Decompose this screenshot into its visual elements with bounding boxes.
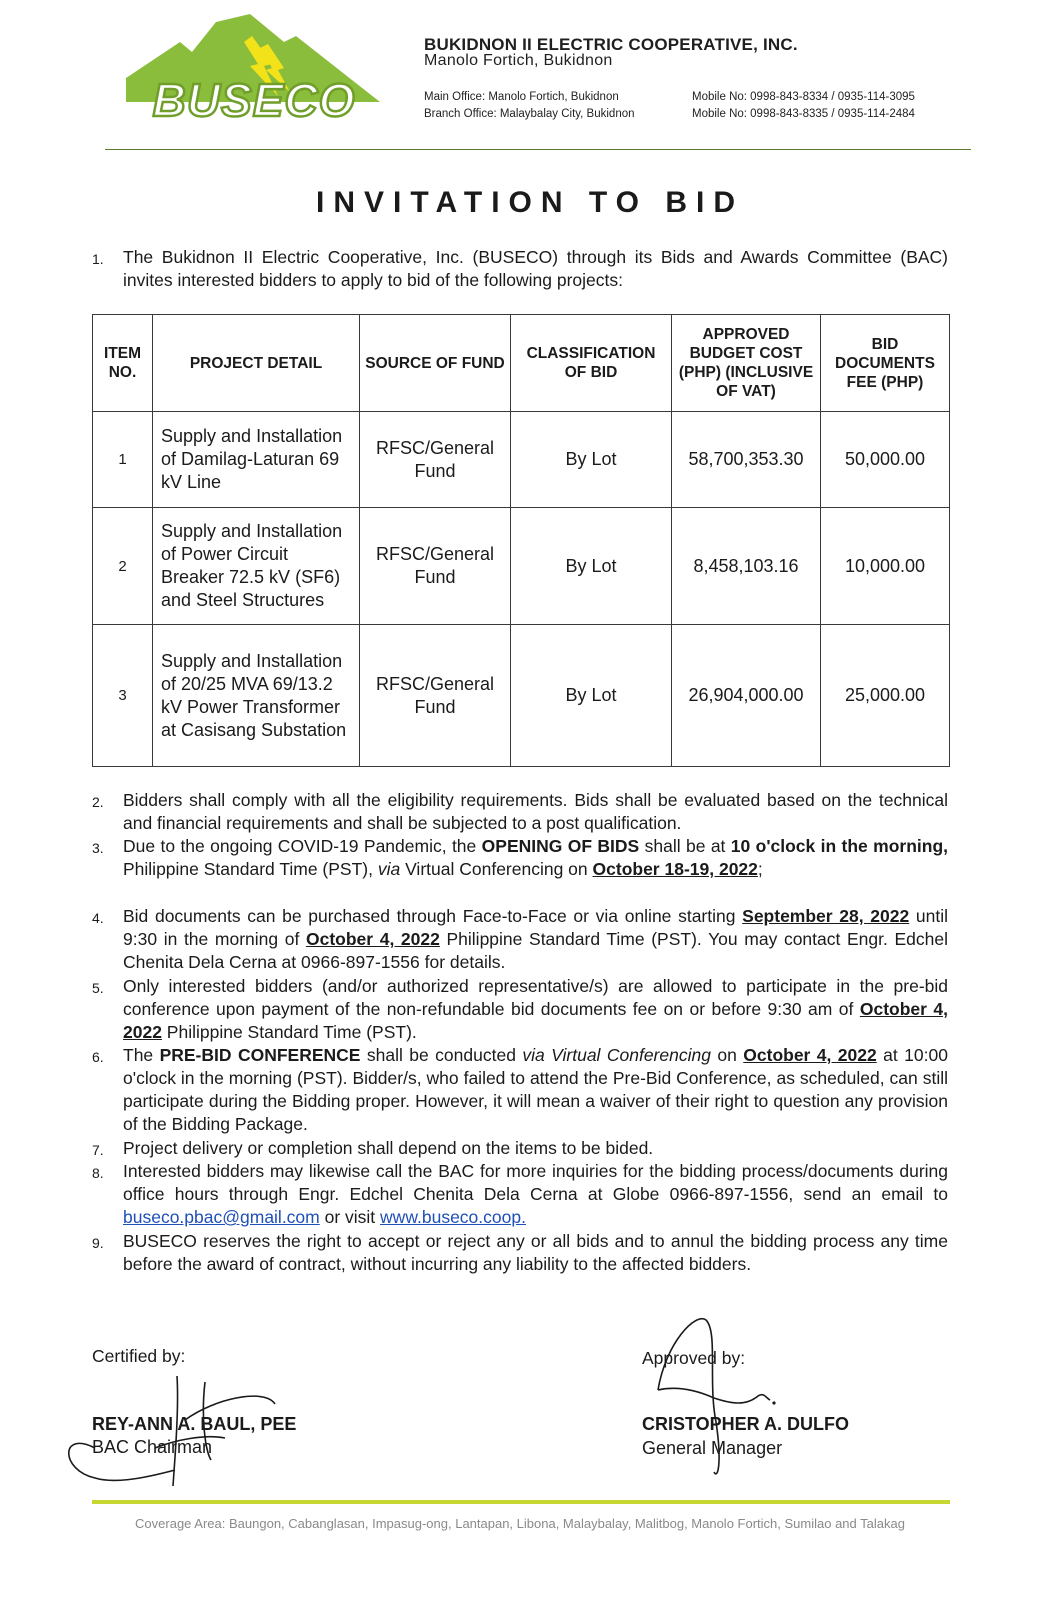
item-number: 1. <box>92 251 104 267</box>
table-row <box>93 625 950 767</box>
purchase-end-date: October 4, 2022 <box>305 929 440 949</box>
paragraph-1 <box>92 246 948 292</box>
footer-divider <box>92 1500 950 1504</box>
website-link[interactable]: www.buseco.coop. <box>380 1207 526 1227</box>
paragraph-3 <box>92 835 948 881</box>
paragraph-text: The Bukidnon II Electric Cooperative, Inc. (BUSECO) through its Bids and Awards Committee (BAC) invites interested bidders to apply to bid of the following projects: <box>123 247 948 290</box>
table-row <box>93 412 950 508</box>
paragraph-text: Project delivery or completion shall depend on the items to be bided. <box>123 1138 654 1158</box>
text-run: Only interested bidders (and/or authorized representative/s) are allowed to participate in the pre-bid conference upon payment of the non-refundable bid documents fee on or before 9:30 am of <box>123 976 948 1019</box>
document-title: INVITATION TO BID <box>316 186 744 219</box>
approved-by-name: CRISTOPHER A. DULFO <box>642 1414 850 1434</box>
text-run: shall be at <box>639 836 731 856</box>
branch-office-mobile: Mobile No: 0998-843-8335 / 0935-114-2484 <box>692 108 915 120</box>
text-run: Philippine Standard Time (PST). <box>161 1022 417 1042</box>
text-run: Philippine Standard Time (PST), <box>123 859 378 879</box>
text-run-italic: via Virtual Conferencing <box>522 1045 711 1065</box>
branch-office-address: Branch Office: Malaybalay City, Bukidnon <box>424 108 635 120</box>
item-number: 5. <box>92 980 104 996</box>
paragraph-text: Bidders shall comply with all the eligibility requirements. Bids shall be evaluated based on the technical and financial requirements and shall be subjected to a post qualification. <box>123 790 948 833</box>
certified-by-name: REY-ANN A. BAUL, PEE <box>92 1414 297 1434</box>
logo-wordmark: BUSECO <box>152 74 356 124</box>
header-approved-budget: APPROVED BUDGET COST (PHP) (INCLUSIVE OF VAT) <box>672 315 821 412</box>
cell-classification: By Lot <box>511 412 672 508</box>
text-run: Philippine Standard Time (PST). You may contact Engr. Edchel Chenita Dela Cerna at 0966-897-1556 for details. <box>123 929 948 972</box>
paragraph-5 <box>92 975 948 1044</box>
text-run: ; <box>757 859 763 879</box>
opening-of-bids-label: OPENING OF BIDS <box>481 836 640 856</box>
certified-by-role: BAC Chairman <box>92 1437 213 1457</box>
text-run: on <box>710 1045 744 1065</box>
cell-source-of-fund: RFSC/General Fund <box>360 625 511 767</box>
buseco-logo <box>118 14 388 124</box>
item-number: 6. <box>92 1049 104 1065</box>
text-run: Interested bidders may likewise call the BAC for more inquiries for the bidding process/documents during office hours through Engr. Edchel Chenita Dela Cerna at Globe 0966-897-1556, send an email to <box>123 1161 948 1204</box>
header-bid-documents-fee: BID DOCUMENTS FEE (PHP) <box>821 315 950 412</box>
paragraph-6 <box>92 1044 948 1136</box>
cell-classification: By Lot <box>511 508 672 625</box>
pre-bid-conference-label: PRE-BID CONFERENCE <box>159 1045 361 1065</box>
paragraph-text <box>123 975 948 1044</box>
item-number: 7. <box>92 1142 104 1158</box>
coverage-area: Coverage Area: Baungon, Cabanglasan, Impasug-ong, Lantapan, Libona, Malaybalay, Malitbog, Manolo Fortich, Sumilao and Talakag <box>135 1516 905 1531</box>
header-source-of-fund: SOURCE OF FUND <box>360 315 511 412</box>
paragraph-text <box>123 1160 948 1229</box>
header-item-no: ITEM NO. <box>93 315 153 412</box>
cell-source-of-fund: RFSC/General Fund <box>360 412 511 508</box>
table-row <box>93 508 950 625</box>
text-run: at 10:00 o'clock in the morning (PST). Bidder/s, who failed to attend the Pre-Bid Conference, as scheduled, can still participate during the Bidding proper. However, it will mean a waiver of their right to question any provision of the Bidding Package. <box>123 1045 948 1134</box>
text-run: until 9:30 in the morning of <box>123 906 948 949</box>
item-number: 9. <box>92 1235 104 1251</box>
cell-bid-documents-fee: 10,000.00 <box>821 508 950 625</box>
cell-project-detail: Supply and Installation of 20/25 MVA 69/13.2 kV Power Transformer at Casisang Substation <box>153 625 360 767</box>
paragraph-text: BUSECO reserves the right to accept or reject any or all bids and to annul the bidding process any time before the award of contract, without incurring any liability to the affected bidders. <box>123 1231 948 1274</box>
header-divider <box>105 149 971 150</box>
opening-time: 10 o'clock in the morning, <box>730 836 949 856</box>
pre-bid-date: October 4, 2022 <box>743 1045 877 1065</box>
paragraph-7 <box>92 1137 948 1160</box>
item-number: 8. <box>92 1165 104 1181</box>
cell-approved-budget: 26,904,000.00 <box>672 625 821 767</box>
cell-source-of-fund: RFSC/General Fund <box>360 508 511 625</box>
header-classification: CLASSIFICATION OF BID <box>511 315 672 412</box>
approved-by-label: Approved by: <box>642 1348 746 1368</box>
item-number: 3. <box>92 840 104 856</box>
cell-approved-budget: 8,458,103.16 <box>672 508 821 625</box>
approved-by-role: General Manager <box>642 1438 783 1458</box>
organization-name: BUKIDNON II ELECTRIC COOPERATIVE, INC. <box>424 35 798 54</box>
cell-bid-documents-fee: 50,000.00 <box>821 412 950 508</box>
main-office-mobile: Mobile No: 0998-843-8334 / 0935-114-3095 <box>692 91 915 103</box>
paragraph-text <box>123 1044 948 1136</box>
text-run: or visit <box>319 1207 381 1227</box>
purchase-start-date: September 28, 2022 <box>742 906 910 926</box>
text-run-italic: via <box>377 859 401 879</box>
table-header-row <box>93 315 950 412</box>
text-run: Bid documents can be purchased through Face-to-Face or via online starting <box>123 906 743 926</box>
fee-deadline-date: October 4, 2022 <box>123 999 948 1042</box>
cell-classification: By Lot <box>511 625 672 767</box>
paragraph-text <box>123 835 948 881</box>
cell-project-detail: Supply and Installation of Power Circuit Breaker 72.5 kV (SF6) and Steel Structures <box>153 508 360 625</box>
text-run: Due to the ongoing COVID-19 Pandemic, the <box>123 836 482 856</box>
certified-by-label: Certified by: <box>92 1346 186 1366</box>
header-project-detail: PROJECT DETAIL <box>153 315 360 412</box>
main-office-address: Main Office: Manolo Fortich, Bukidnon <box>424 91 619 103</box>
organization-location: Manolo Fortich, Bukidnon <box>424 52 613 69</box>
item-number: 4. <box>92 910 104 926</box>
text-run: The <box>123 1045 160 1065</box>
cell-approved-budget: 58,700,353.30 <box>672 412 821 508</box>
cell-item-no: 2 <box>93 508 153 625</box>
paragraph-4 <box>92 905 948 974</box>
cell-bid-documents-fee: 25,000.00 <box>821 625 950 767</box>
text-run: shall be conducted <box>360 1045 523 1065</box>
email-link[interactable]: buseco.pbac@gmail.com <box>123 1207 320 1227</box>
text-run: Virtual Conferencing on <box>400 859 593 879</box>
cell-item-no: 1 <box>93 412 153 508</box>
cell-project-detail: Supply and Installation of Damilag-Laturan 69 kV Line <box>153 412 360 508</box>
paragraph-9 <box>92 1230 948 1276</box>
item-number: 2. <box>92 794 104 810</box>
paragraph-8 <box>92 1160 948 1229</box>
paragraph-text <box>123 905 948 974</box>
paragraph-2 <box>92 789 948 835</box>
bid-projects-table <box>92 314 950 767</box>
cell-item-no: 3 <box>93 625 153 767</box>
opening-date: October 18-19, 2022 <box>592 859 758 879</box>
